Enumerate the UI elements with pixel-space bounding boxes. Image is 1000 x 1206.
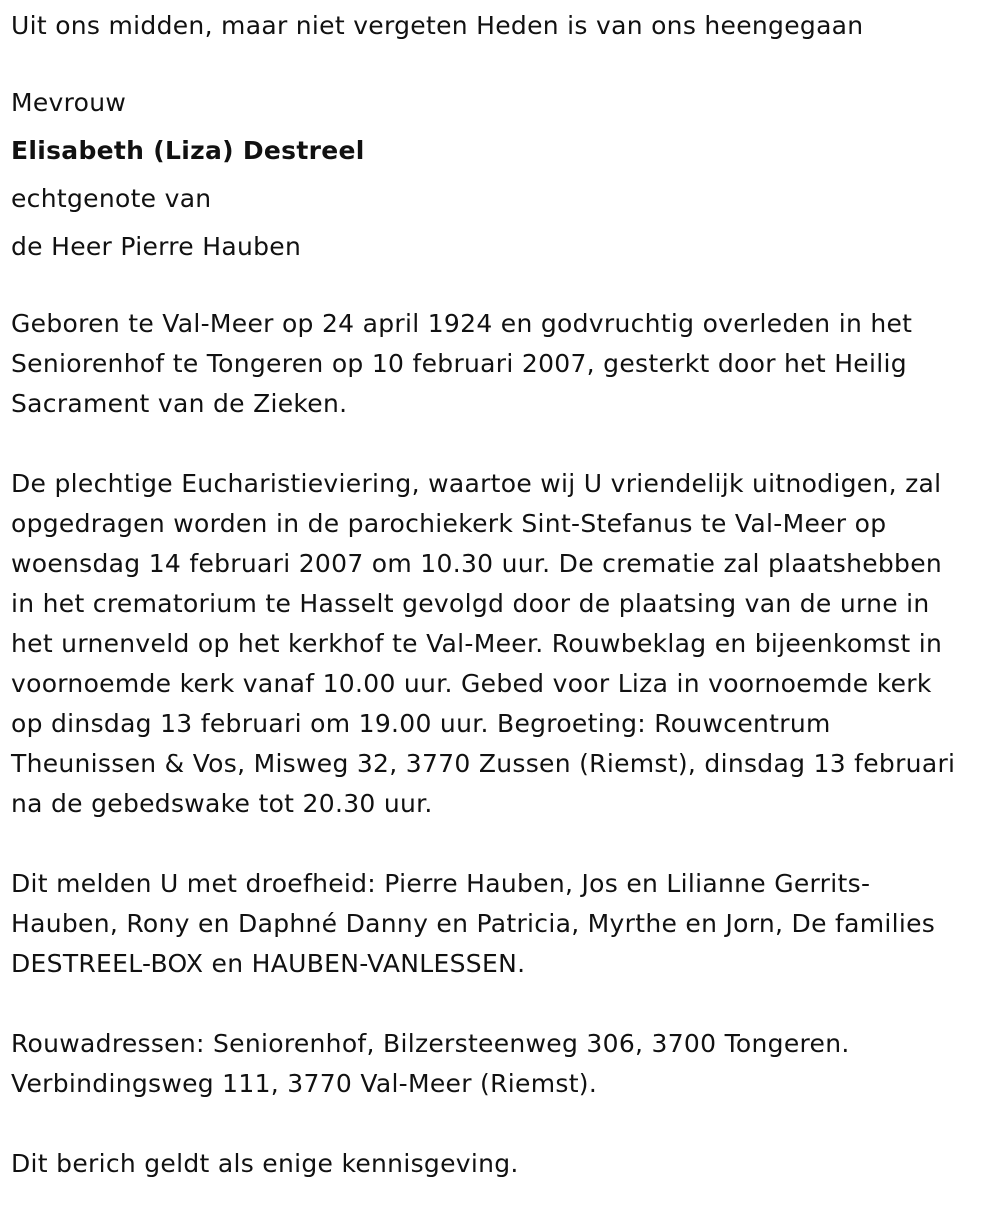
addresses-paragraph <box>11 1024 990 1104</box>
paragraph-line: in het crematorium te Hasselt gevolgd door de plaatsing van de urne in <box>11 589 930 618</box>
intro-line: Uit ons midden, maar niet vergeten Heden is van ons heengegaan <box>11 11 864 40</box>
salutation: Mevrouw <box>11 88 127 117</box>
paragraph-line: Geboren te Val-Meer op 24 april 1924 en godvruchtig overleden in het <box>11 309 913 338</box>
spacer <box>11 46 990 79</box>
paragraph-line: Rouwadressen: Seniorenhof, Bilzersteenweg 306, 3700 Tongeren. <box>11 1029 850 1058</box>
paragraph-line: het urnenveld op het kerkhof te Val-Meer. Rouwbeklag en bijeenkomst in <box>11 629 943 658</box>
family-paragraph <box>11 864 990 984</box>
closing-line: Dit berich geldt als enige kennisgeving. <box>11 1149 519 1178</box>
spacer <box>11 984 990 1024</box>
paragraph-line: op dinsdag 13 februari om 19.00 uur. Begroeting: Rouwcentrum <box>11 709 831 738</box>
ceremony-paragraph <box>11 464 990 824</box>
spacer <box>11 824 990 864</box>
paragraph-line: opgedragen worden in de parochiekerk Sint-Stefanus te Val-Meer op <box>11 509 887 538</box>
paragraph-line: na de gebedswake tot 20.30 uur. <box>11 789 433 818</box>
paragraph-line: Seniorenhof te Tongeren op 10 februari 2007, gesterkt door het Heilig <box>11 349 907 378</box>
paragraph-line: De plechtige Eucharistieviering, waartoe wij U vriendelijk uitnodigen, zal <box>11 469 942 498</box>
deceased-name: Elisabeth (Liza) Destreel <box>11 136 365 165</box>
paragraph-line: DESTREEL-BOX en HAUBEN-VANLESSEN. <box>11 949 526 978</box>
paragraph-line: woensdag 14 februari 2007 om 10.30 uur. De crematie zal plaatshebben <box>11 549 943 578</box>
paragraph-line: Hauben, Rony en Daphné Danny en Patricia, Myrthe en Jorn, De families <box>11 909 936 938</box>
paragraph-line: Dit melden U met droefheid: Pierre Hauben, Jos en Lilianne Gerrits- <box>11 869 871 898</box>
spacer <box>11 424 990 464</box>
relation-text: echtgenote van <box>11 184 212 213</box>
spacer <box>11 271 990 304</box>
paragraph-line: Theunissen & Vos, Misweg 32, 3770 Zussen (Riemst), dinsdag 13 februari <box>11 749 956 778</box>
spacer <box>11 1104 990 1144</box>
birth-death-paragraph <box>11 304 990 424</box>
header-block <box>11 79 990 271</box>
paragraph-line: Verbindingsweg 111, 3770 Val-Meer (Riemst). <box>11 1069 598 1098</box>
paragraph-line: Sacrament van de Zieken. <box>11 389 348 418</box>
spouse-name: de Heer Pierre Hauben <box>11 232 302 261</box>
paragraph-line: voornoemde kerk vanaf 10.00 uur. Gebed voor Liza in voornoemde kerk <box>11 669 932 698</box>
